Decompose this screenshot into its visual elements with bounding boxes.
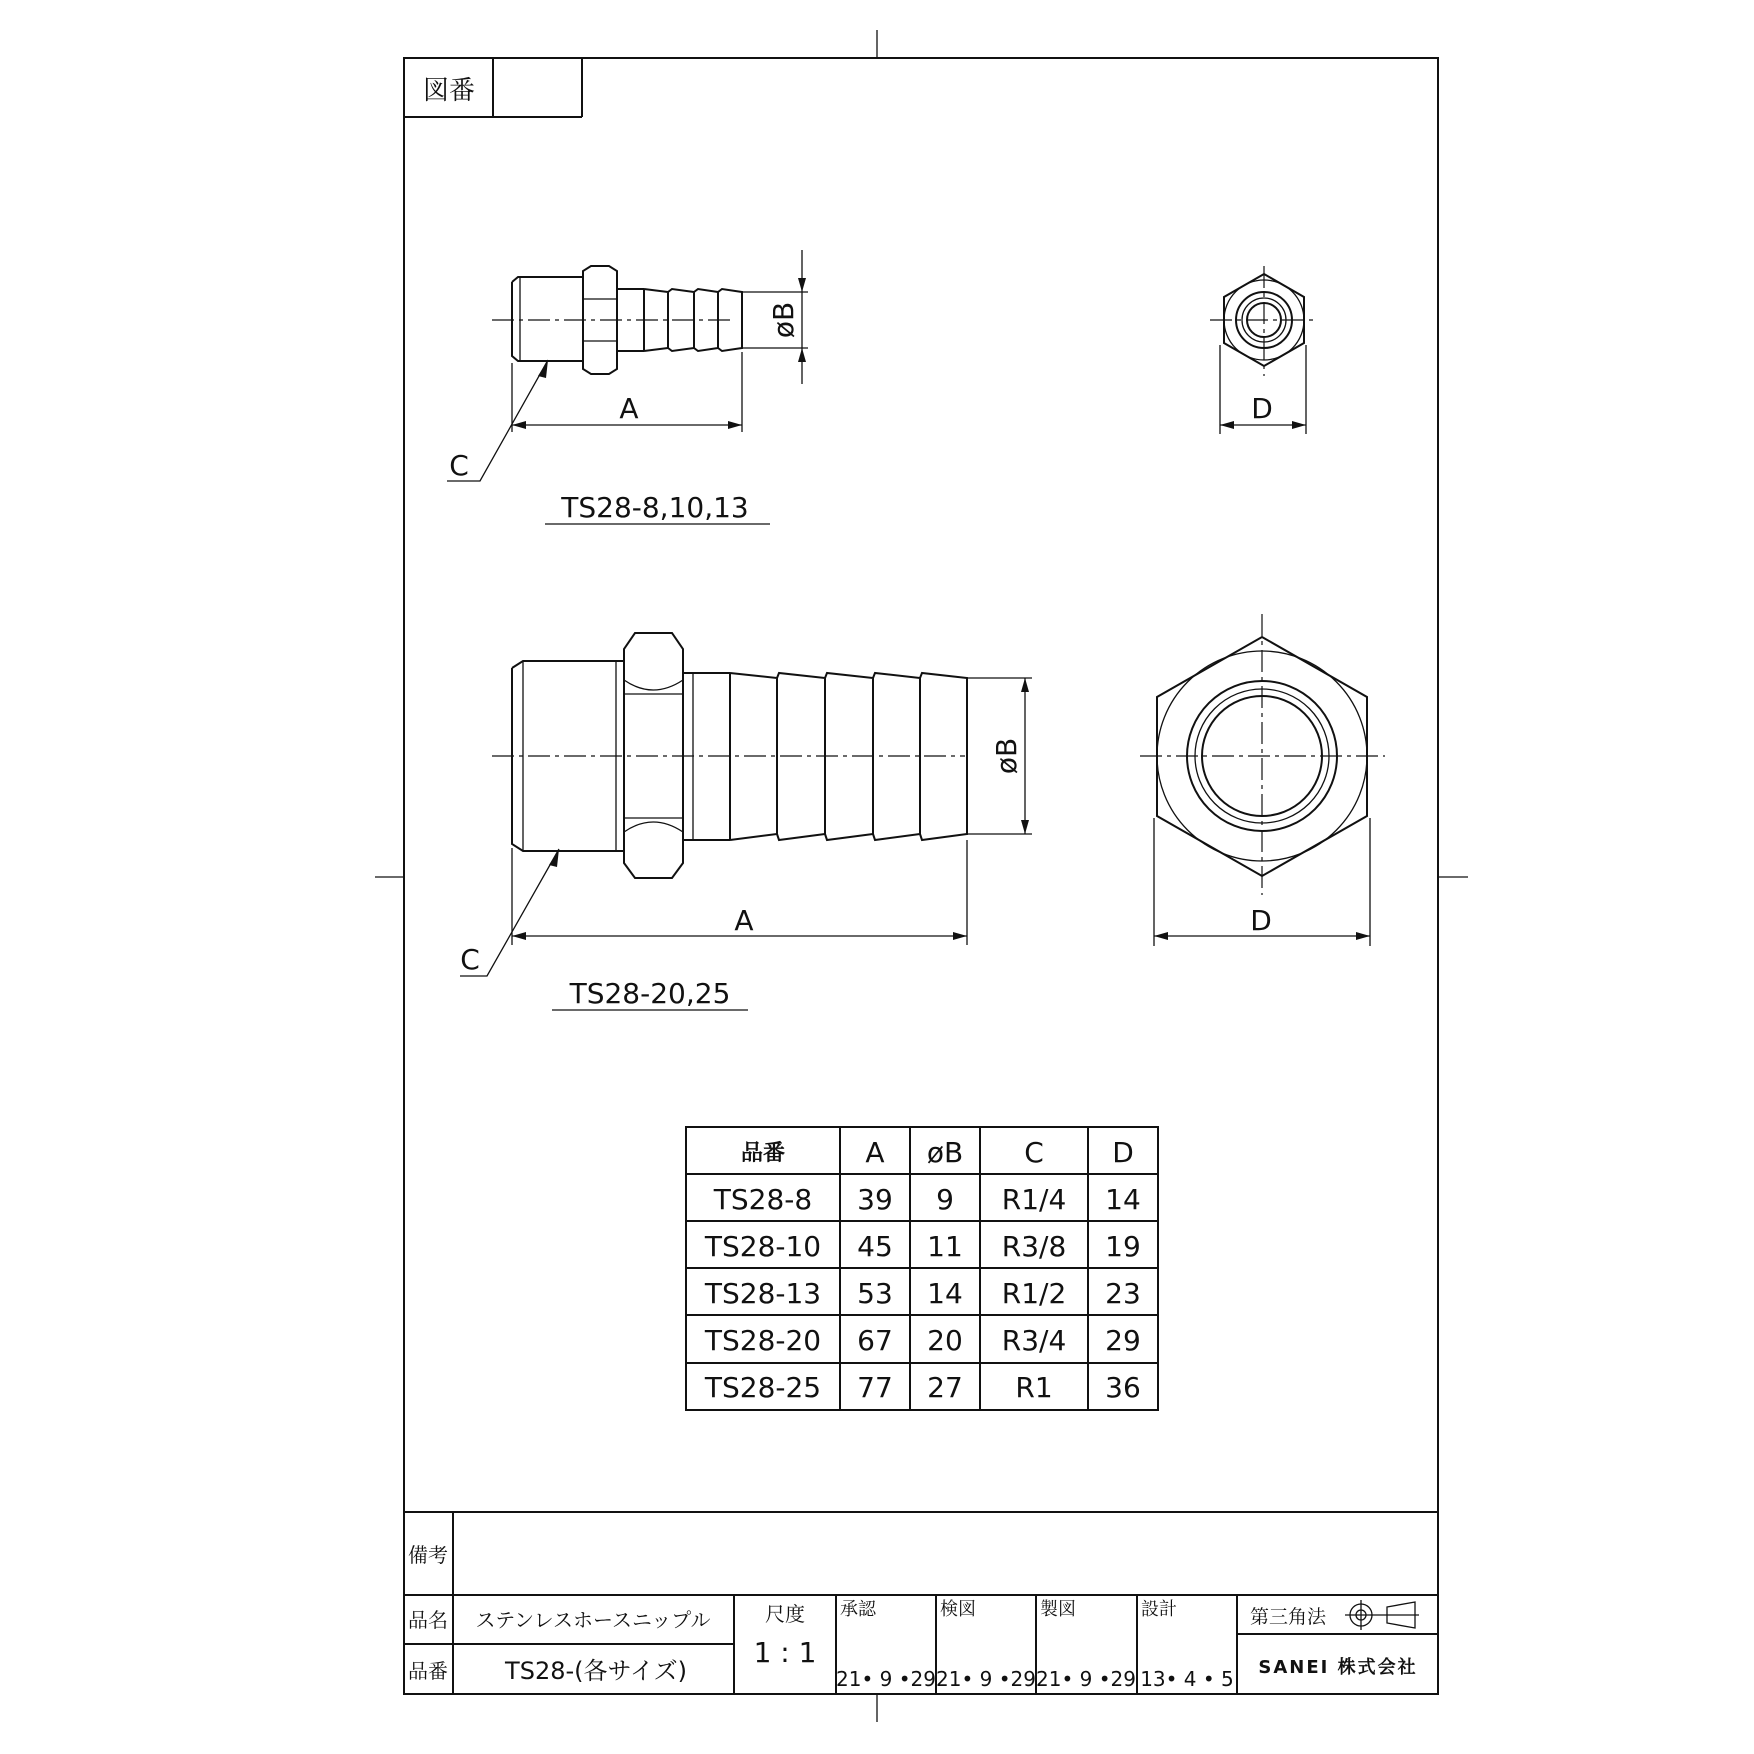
small-fitting-side-view	[447, 250, 808, 524]
small-view-caption: TS28-8,10,13	[561, 491, 749, 524]
table-header-c: C	[1024, 1136, 1044, 1169]
table-cell: R1/4	[1001, 1183, 1067, 1216]
table-cell: 67	[857, 1324, 893, 1357]
title-block	[404, 1512, 1438, 1694]
large-dim-b-label: øB	[990, 737, 1023, 775]
table-cell: TS28-8	[713, 1183, 813, 1216]
table-cell: 53	[857, 1277, 893, 1310]
table-cell: 20	[927, 1324, 963, 1357]
table-cell: R3/4	[1001, 1324, 1067, 1357]
table-cell: 19	[1105, 1230, 1141, 1263]
table-cell: 29	[1105, 1324, 1141, 1357]
table-cell: 9	[936, 1183, 954, 1216]
table-header-b: øB	[926, 1136, 964, 1169]
table-cell: 14	[1105, 1183, 1141, 1216]
large-fitting-end-view	[1140, 614, 1385, 946]
table-cell: TS28-10	[704, 1230, 822, 1263]
table-header-d: D	[1112, 1136, 1134, 1169]
table-cell: 27	[927, 1371, 963, 1404]
large-dim-a-label: A	[734, 904, 754, 937]
product-name-value: ステンレスホースニップル	[475, 1608, 711, 1632]
small-dim-d-label: D	[1251, 392, 1273, 425]
product-number-label: 品番	[408, 1659, 448, 1683]
table-cell: TS28-25	[704, 1371, 822, 1404]
drawn-date: 21• 9 •29	[1036, 1667, 1136, 1691]
approved-label: 承認	[840, 1599, 876, 1620]
projection-label: 第三角法	[1250, 1606, 1327, 1628]
table-cell: R3/8	[1001, 1230, 1067, 1263]
large-dim-c-label: C	[460, 943, 480, 976]
checked-date: 21• 9 •29	[936, 1667, 1036, 1691]
drawn-label: 製図	[1040, 1599, 1076, 1620]
scale-value: 1 : 1	[753, 1636, 817, 1669]
table-cell: TS28-13	[704, 1277, 822, 1310]
designed-date: 13• 4 • 5	[1140, 1667, 1234, 1691]
small-dim-a-label: A	[619, 392, 639, 425]
table-cell: 23	[1105, 1277, 1141, 1310]
small-fitting-end-view	[1210, 266, 1318, 434]
drawing-number-label: 図番	[422, 76, 476, 106]
small-dim-c-label: C	[449, 449, 469, 482]
table-cell: TS28-20	[704, 1324, 822, 1357]
table-cell: R1/2	[1001, 1277, 1067, 1310]
table-cell: 14	[927, 1277, 963, 1310]
table-header-a: A	[865, 1136, 885, 1169]
product-name-label: 品名	[408, 1608, 448, 1632]
approved-date: 21• 9 •29	[836, 1667, 936, 1691]
checked-label: 検図	[940, 1599, 976, 1620]
scale-label: 尺度	[765, 1602, 805, 1626]
table-cell: R1	[1015, 1371, 1053, 1404]
large-view-caption: TS28-20,25	[569, 977, 731, 1010]
table-cell: 77	[857, 1371, 893, 1404]
sheet-border	[404, 58, 1438, 1694]
table-cell: 39	[857, 1183, 893, 1216]
product-number-value: TS28-(各サイズ)	[505, 1657, 687, 1685]
table-cell: 36	[1105, 1371, 1141, 1404]
drawing-number-box	[404, 58, 582, 117]
crop-marks	[375, 30, 1468, 1722]
large-dim-d-label: D	[1250, 904, 1272, 937]
table-cell: 11	[927, 1230, 963, 1263]
designed-label: 設計	[1141, 1599, 1177, 1620]
large-fitting-side-view	[460, 633, 1032, 1010]
table-header-part-no: 品番	[740, 1141, 786, 1166]
third-angle-projection-icon	[1345, 1600, 1419, 1630]
small-dim-b-label: øB	[767, 301, 800, 339]
remarks-label: 備考	[408, 1543, 448, 1567]
spec-table	[686, 1127, 1158, 1410]
company-name: SANEI 株式会社	[1258, 1657, 1418, 1678]
table-cell: 45	[857, 1230, 893, 1263]
